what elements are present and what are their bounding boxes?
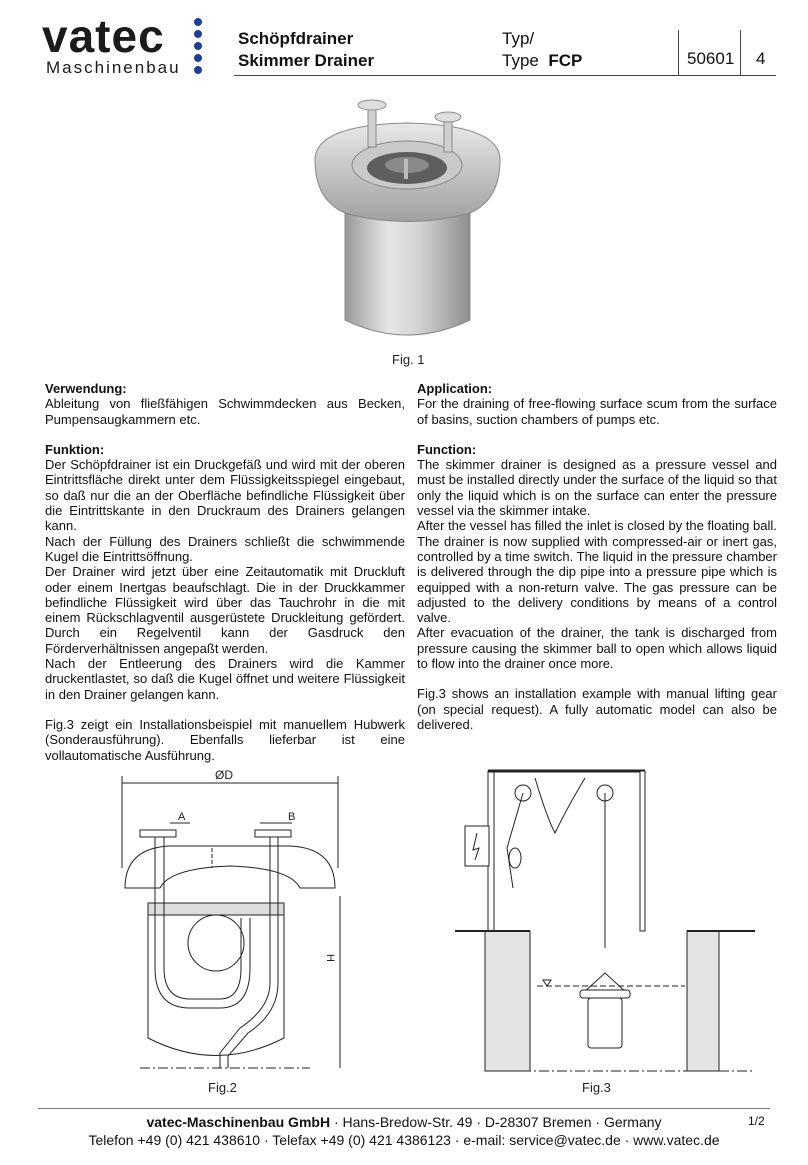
- header-divider: [678, 30, 679, 76]
- pipe-b-label: B: [288, 811, 296, 823]
- company-address: · Hans-Bredow-Str. 49 · D-28307 Bremen · Germany: [330, 1114, 662, 1130]
- usage-text-english: For the draining of free-flowing surface scum from the surface of basins, suction chambers of pumps etc.: [417, 396, 777, 427]
- title-english: Skimmer Drainer: [238, 51, 375, 70]
- diameter-label: ØD: [215, 768, 233, 782]
- footer-rule: [38, 1108, 770, 1109]
- usage-heading-german: Verwendung:: [45, 381, 127, 396]
- type-label-english: Type: [502, 51, 539, 70]
- type-block: [502, 28, 582, 72]
- function-paragraph-german: Der Drainer wird jetzt über eine Zeitautomatik mit Druckluft oder einem Inertgas beaufschlagt. Die in der Druckkammer befindliche Flüssigkeit wird über das Tauchrohr in die mit einem Rückschlagventil ausgerüstete Druckleitung gefördert. Durch ein Regelventil kann der Gasdruck den Förderverhältnissen angepaßt werden.: [45, 564, 405, 656]
- footer-company-line: [0, 1114, 808, 1130]
- installation-paragraph-german: Fig.3 zeigt ein Installationsbeispiel mit manuellem Hubwerk (Sonderausführung). Ebenfalls lieferbar ist eine vollautomatische Ausführung.: [45, 716, 405, 763]
- english-column: [417, 381, 777, 732]
- logo-dots-icon: [194, 18, 204, 76]
- logo-subtitle: Maschinenbau: [46, 58, 181, 77]
- function-paragraph-english: After evacuation of the drainer, the tank is discharged from pressure causing the skimmer ball to open which allows liquid to flow into the drainer once more.: [417, 625, 777, 672]
- usage-heading-english: Application:: [417, 381, 493, 396]
- usage-text-german: Ableitung von fließfähigen Schwimmdecken aus Becken, Pumpensaugkammern etc.: [45, 396, 405, 427]
- function-paragraph-german: Der Schöpfdrainer ist ein Druckgefäß und wird mit der oberen Eintrittsfläche direkt unter dem Flüssigkeitsspiegel eingebaut, so daß nur die an der Oberfläche befindliche Flüssigkeit über die Eintrittskante in den Druckraum des Drainers gelangen kann.: [45, 457, 405, 534]
- german-column: [45, 381, 405, 763]
- page-number: 1/2: [748, 1114, 765, 1128]
- product-title: [238, 28, 374, 72]
- header-rule: [234, 75, 776, 76]
- type-label-german: Typ/: [502, 29, 535, 48]
- type-value: FCP: [548, 51, 583, 70]
- fig1-caption: Fig. 1: [392, 352, 425, 367]
- function-paragraph-english: The drainer is now supplied with compressed-air or inert gas, controlled by a time switch. The liquid in the pressure chamber is delivered through the dip pipe into a pressure pipe which is equipped with a non-return valve. The gas pressure can be adjusted to the delivery conditions by means of a control valve.: [417, 533, 777, 626]
- document-page: 4: [756, 49, 766, 68]
- function-heading-german: Funktion:: [45, 441, 105, 457]
- installation-paragraph-english: Fig.3 shows an installation example with manual lifting gear (on special request). A fully automatic model can also be delivered.: [417, 686, 777, 732]
- function-paragraph-german: Nach der Entleerung des Drainers wird die Kammer druckentlastet, so daß die Kugel öffnet und weitere Flüssigkeit in den Drainer gelangen kann.: [45, 656, 405, 702]
- function-paragraph-german: Nach der Füllung des Drainers schließt die schwimmende Kugel die Eintrittsöffnung.: [45, 533, 405, 564]
- fig3-caption: Fig.3: [582, 1080, 611, 1095]
- fig2-technical-drawing: [110, 768, 360, 1073]
- header-divider: [740, 30, 741, 76]
- fig2-caption: Fig.2: [208, 1080, 237, 1095]
- skimmer-drainer-photo: [300, 95, 515, 345]
- fig3-installation-drawing: [455, 768, 775, 1078]
- function-heading-english: Function:: [417, 441, 477, 457]
- footer-contact: Telefon +49 (0) 421 438610 · Telefax +49 (0) 421 4386123 · e-mail: service@vatec.de · www.vatec.de: [88, 1132, 720, 1148]
- function-paragraph-english: After the vessel has filled the inlet is closed by the floating ball.: [417, 518, 777, 534]
- logo-wordmark: vatec: [42, 10, 165, 62]
- pipe-a-label: A: [178, 811, 186, 823]
- function-paragraph-english: The skimmer drainer is designed as a pressure vessel and must be installed directly under the surface of the liquid so that only the liquid which is on the surface can enter the pressure vessel via the skimmer intake.: [417, 457, 777, 519]
- document-number: 50601: [687, 49, 735, 68]
- title-german: Schöpfdrainer: [238, 29, 354, 48]
- company-name: vatec-Maschinenbau GmbH: [146, 1114, 331, 1130]
- height-label: H: [324, 954, 336, 962]
